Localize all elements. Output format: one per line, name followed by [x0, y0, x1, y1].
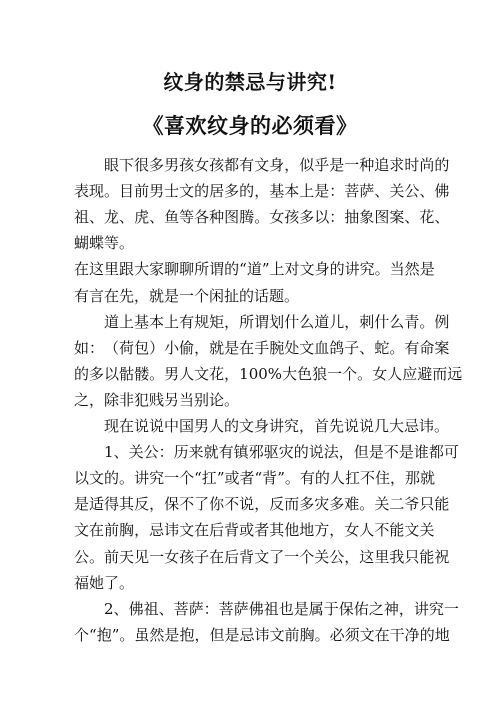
text-line: 2 、 佛 祖 、 菩 萨 ： 菩 萨 佛 祖 也 是 属 于 保 佑 之 神 ， 讲 究 一: [104, 599, 459, 618]
document-title: 纹身的禁忌与讲究!: [163, 70, 337, 94]
text-line: 之，除非犯贱另当别论。: [74, 390, 240, 409]
text-line: 祖 、 龙 、 虎 、 鱼 等 各 种 图 腾 。 女 孩 多 以 ： 抽 象 图 案 、 花 、: [74, 208, 450, 227]
text-line: 蝴蝶等。: [74, 234, 135, 253]
text-line: 的 多 以 骷 髅 。 男 人 文 花 ， 100% 大 色 狼 一 个 。 女 人 应 避 而 远: [74, 364, 463, 383]
text-line: 以 文 的 。 讲 究 一 个 “ 扛 ” 或 者 “ 背 ” 。 有 的 人 扛 不 住 ， 那 就: [74, 469, 436, 488]
text-line: 现在说说中国男人的文身讲究，首先说说几大忌讳。: [104, 417, 450, 435]
text-line: 道 上 基 本 上 有 规 矩 ， 所 谓 划 什 么 道 儿 ， 刺 什 么 青 。 例: [104, 312, 450, 331]
text-line: 福她了。: [74, 573, 135, 592]
text-line: 眼 下 很 多 男 孩 女 孩 都 有 文 身 ， 似 乎 是 一 种 追 求 时 尚 的: [104, 156, 450, 174]
text-line: 1 、 关 公 ： 历 来 就 有 镇 邪 驱 灾 的 说 法 ， 但 是 不 是 谁 都 可: [104, 443, 459, 462]
text-line: 是 适 得 其 反 ， 保 不 了 你 不 说 ， 反 而 多 灾 多 难 。 关 二 爷 只 能: [74, 495, 450, 514]
text-line: 公 。 前 天 见 一 女 孩 子 在 后 背 文 了 一 个 关 公 ， 这 里 我 只 能 祝: [74, 547, 450, 566]
text-line: 个 “ 抱 ” 。 虽 然 是 抱 ， 但 是 忌 讳 文 前 胸 。 必 须 文 在 干 净 的 地: [74, 625, 450, 644]
text-line: 有言在先，就是一个闲扯的话题。: [74, 286, 300, 305]
text-line: 表 现 。 目 前 男 士 文 的 居 多 的 ， 基 本 上 是 ： 菩 萨 、 关 公 、 佛: [74, 182, 450, 201]
text-line: 如 ： （ 荷 包 ） 小 偷 ， 就 是 在 手 腕 处 文 血 鸽 子 、 蛇 。 有 命 案: [74, 338, 450, 357]
text-line: 文 在 前 胸 ， 忌 讳 文 在 后 背 或 者 其 他 地 方 ， 女 人 不 能 文 关: [74, 521, 435, 540]
document-subtitle: 《喜欢纹身的必须看》: [142, 113, 358, 138]
text-line: 在 这 里 跟 大 家 聊 聊 所 谓 的 “ 道 ” 上 对 文 身 的 讲 究 。 当 然 是: [74, 260, 435, 279]
